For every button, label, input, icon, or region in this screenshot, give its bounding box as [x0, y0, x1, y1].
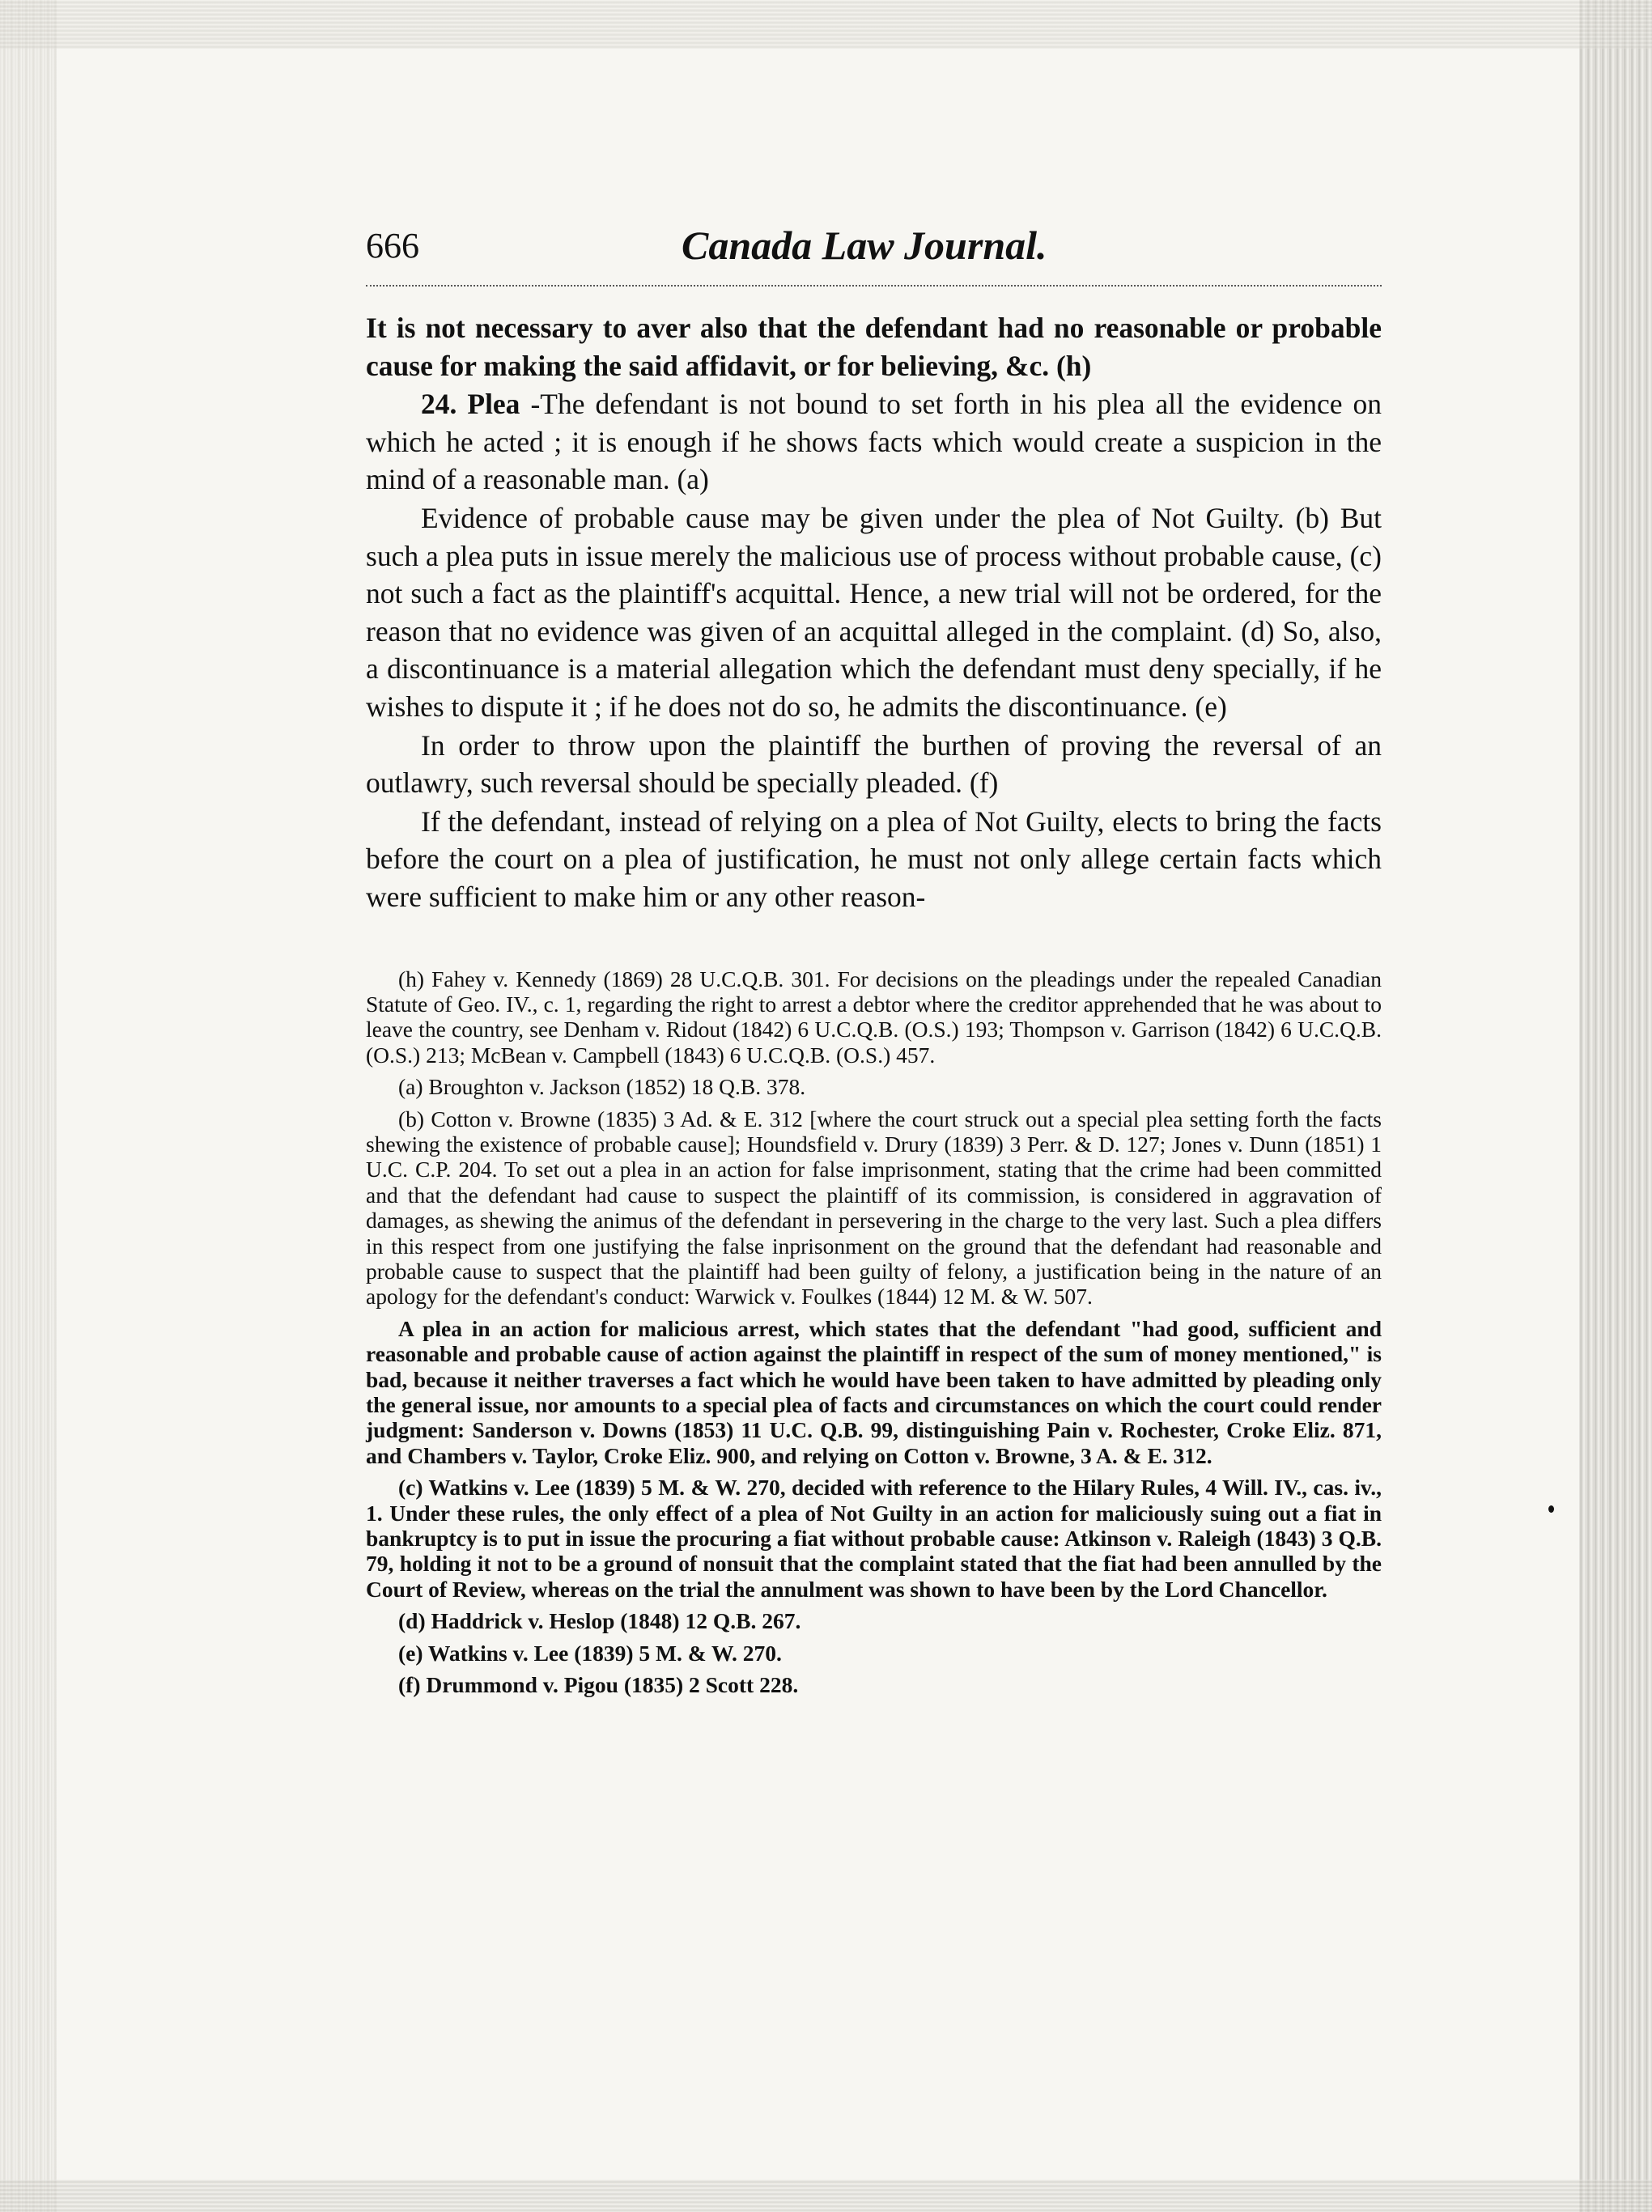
paragraph-5: If the defendant, instead of relying on a plea of Not Guilty, elects to bring the facts before the court on a plea of justification, he must not only allege certain facts which were sufficient to make him or any other reason-	[366, 805, 1382, 913]
journal-page	[366, 219, 1382, 1704]
header-rule	[366, 285, 1382, 287]
footnote-d: (d) Haddrick v. Heslop (1848) 12 Q.B. 267.	[398, 1608, 801, 1634]
footnote-a: (a) Broughton v. Jackson (1852) 18 Q.B. 378.	[398, 1074, 806, 1100]
paragraph-3: Evidence of probable cause may be given under the plea of Not Guilty. (b) But such a plea puts in issue merely the malicious use of process without probable cause, (c) not such a fact as the plaintiff's acquittal. Hence, a new trial will not be ordered, for the reason that no evidence was given of an acquittal alleged in the complaint. (d) So, also, a discontinuance is a material allegation which the defendant must deny specially, if he wishes to dispute it ; if he does not do so, he admits the discontinuance. (e)	[366, 501, 1382, 723]
page-number: 666	[366, 226, 419, 265]
footnote-c: (c) Watkins v. Lee (1839) 5 M. & W. 270, decided with reference to the Hilary Rules, 4 Will. IV., cas. iv., 1. Under these rules, the only effect of a plea of Not Guilty in an action for maliciously suing out a fiat in bankruptcy is to put in issue the procuring a fiat without probable cause: Atkinson v. Raleigh (1843) 3 Q.B. 79, holding it not to be a ground of nonsuit that the complaint stated that the fiat had been annulled by the Court of Review, whereas on the trial the annulment was shown to have been by the Lord Chancellor.	[366, 1475, 1382, 1602]
running-title: Canada Law Journal.	[682, 223, 1047, 268]
section-heading: 24. Plea	[421, 388, 520, 421]
footnotes	[366, 966, 1382, 1698]
footnote-e: (e) Watkins v. Lee (1839) 5 M. & W. 270.	[398, 1640, 782, 1666]
main-text	[366, 309, 1382, 916]
footnote-f: (f) Drummond v. Pigou (1835) 2 Scott 228.	[398, 1672, 799, 1698]
scan-right-edge	[1579, 0, 1652, 2212]
paragraph-1: It is not necessary to aver also that the defendant had no reasonable or probable cause for making the said affidavit, or for believing, &c. (h)	[366, 312, 1382, 382]
footnote-h: (h) Fahey v. Kennedy (1869) 28 U.C.Q.B. 301. For decisions on the pleadings under the repealed Canadian Statute of Geo. IV., c. 1, regarding the right to arrest a debtor where the creditor apprehended that he was about to leave the country, see Denham v. Ridout (1842) 6 U.C.Q.B. (O.S.) 193; Thompson v. Garrison (1842) 6 U.C.Q.B. (O.S.) 213; McBean v. Campbell (1843) 6 U.C.Q.B. (O.S.) 457.	[366, 966, 1382, 1068]
paragraph-2-text: -The defendant is not bound to set forth in his plea all the evidence on which he acted ; it is enough if he shows facts which would create a suspicion in the mind of a reasonable man. (a)	[366, 388, 1382, 496]
scan-bottom-edge	[0, 2180, 1652, 2212]
paragraph-4: In order to throw upon the plaintiff the burthen of proving the reversal of an outlawry, such reversal should be specially pleaded. (f)	[366, 728, 1382, 800]
page-header	[366, 219, 1382, 291]
ink-speck	[1548, 1505, 1554, 1513]
scan-top-edge	[0, 0, 1652, 49]
footnote-b: (b) Cotton v. Browne (1835) 3 Ad. & E. 312 [where the court struck out a special plea setting forth the facts shewing the existence of probable cause]; Houndsfield v. Drury (1839) 3 Perr. & D. 127; Jones v. Dunn (1851) 1 U.C. C.P. 204. To set out a plea in an action for false imprisonment, stating that the crime had been committed and that the defendant had cause to suspect the plaintiff of its commission, is considered in aggravation of damages, as shewing the animus of the defendant in persevering in the charge to the very last. Such a plea differs in this respect from one justifying the false inprisonment on the ground that the defendant had reasonable and probable cause to suspect that the plaintiff had been guilty of felony, a justification being in the nature of an apology for the defendant's conduct: Warwick v. Foulkes (1844) 12 M. & W. 507.	[366, 1106, 1382, 1310]
scan-left-edge	[0, 0, 57, 2212]
paragraph-2	[366, 385, 1382, 499]
footnote-b-continued: A plea in an action for malicious arrest, which states that the defendant "had good, sufficient and reasonable and probable cause of action against the plaintiff in respect of the sum of money mentioned," is bad, because it neither traverses a fact which he would have been taken to have admitted by pleading only the general issue, nor amounts to a special plea of facts and circumstances on which the court could render judgment: Sanderson v. Downs (1853) 11 U.C. Q.B. 99, distinguishing Pain v. Rochester, Croke Eliz. 871, and Chambers v. Taylor, Croke Eliz. 900, and relying on Cotton v. Browne, 3 A. & E. 312.	[366, 1315, 1382, 1468]
